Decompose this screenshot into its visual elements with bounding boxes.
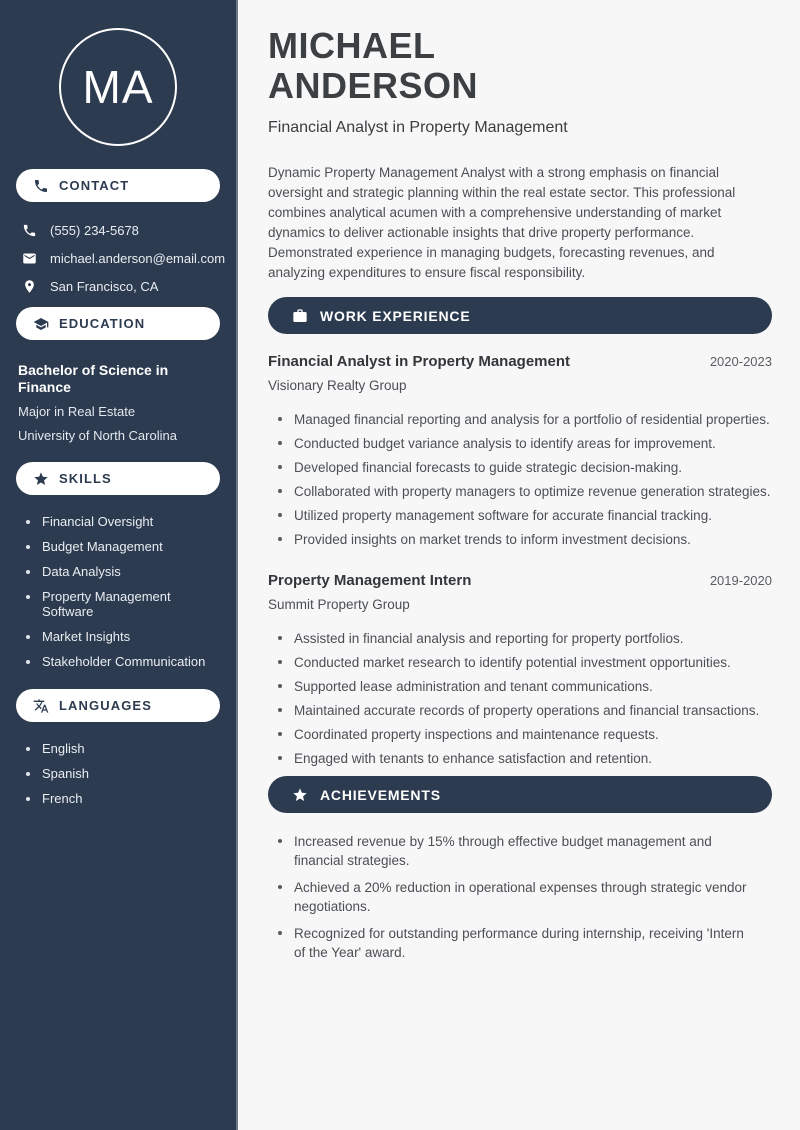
achievements-section-header (268, 776, 772, 813)
education-school: University of North Carolina (18, 428, 177, 443)
work-experience-section-header (268, 297, 772, 334)
job-bullet: Assisted in financial analysis and reporting for property portfolios. (278, 629, 772, 648)
job-title: Property Management Intern (268, 572, 472, 589)
education-header-label: EDUCATION (59, 316, 146, 331)
education-section-header (16, 307, 220, 340)
job-bullet: Engaged with tenants to enhance satisfaction and retention. (278, 749, 772, 768)
job-dates: 2020-2023 (709, 354, 772, 369)
languages-section (16, 689, 220, 806)
mail-icon (22, 251, 37, 266)
contact-email-value: michael.anderson@email.com (50, 251, 226, 266)
job-company: Summit Property Group (268, 597, 410, 612)
language-item: French (26, 791, 220, 806)
job-bullet: Coordinated property inspections and maintenance requests. (278, 725, 772, 744)
star-icon (33, 471, 49, 487)
skills-section (16, 462, 220, 669)
skill-item: Financial Oversight (26, 514, 220, 529)
briefcase-icon (292, 308, 308, 324)
first-name: MICHAEL (268, 25, 436, 66)
phone-icon (22, 223, 37, 238)
professional-title: Financial Analyst in Property Management (268, 119, 568, 136)
job-company: Visionary Realty Group (268, 378, 407, 393)
job-bullet: Provided insights on market trends to inform investment decisions. (278, 530, 772, 549)
contact-location-row (22, 279, 220, 294)
summary-paragraph: Dynamic Property Management Analyst with a strong emphasis on financial oversight and strategic planning within the real estate sector. This professional combines analytical acumen with a comprehensive understanding of market dynamics to deliver actionable insights that drive property performance. Demonstrated experience in managing budgets, forecasting revenues, and analyzing expenditures to ensure fiscal responsibility. (268, 165, 736, 280)
job-bullet-list (268, 410, 772, 549)
job-bullet-list (268, 629, 772, 768)
skill-item: Stakeholder Communication (26, 654, 220, 669)
achievement-item: Recognized for outstanding performance during internship, receiving 'Intern of the Year' award. (278, 924, 748, 962)
job-bullet: Managed financial reporting and analysis for a portfolio of residential properties. (278, 410, 772, 429)
skills-list (16, 514, 220, 669)
phone-icon (33, 178, 49, 194)
translate-icon (33, 698, 49, 714)
skill-item: Property Management Software (26, 589, 220, 619)
job-bullet: Maintained accurate records of property operations and financial transactions. (278, 701, 772, 720)
achievements-header-label: ACHIEVEMENTS (320, 786, 441, 803)
job-bullet: Developed financial forecasts to guide strategic decision-making. (278, 458, 772, 477)
contact-rows (16, 223, 226, 294)
job-bullet: Conducted budget variance analysis to identify areas for improvement. (278, 434, 772, 453)
education-degree: Bachelor of Science in Finance (18, 362, 169, 395)
sidebar (0, 0, 238, 1130)
job-entry (268, 353, 772, 549)
education-section (16, 307, 220, 444)
skill-item: Data Analysis (26, 564, 220, 579)
page-title (268, 26, 772, 106)
languages-header-label: LANGUAGES (59, 698, 152, 713)
job-header (268, 572, 772, 589)
job-bullet: Supported lease administration and tenant communications. (278, 677, 772, 696)
job-bullet: Collaborated with property managers to optimize revenue generation strategies. (278, 482, 772, 501)
achievement-item: Increased revenue by 15% through effective budget management and financial strategies. (278, 832, 748, 870)
graduation-cap-icon (33, 316, 49, 332)
contact-section-header (16, 169, 220, 202)
contact-section (16, 169, 226, 294)
contact-location-value: San Francisco, CA (50, 279, 159, 294)
language-item: English (26, 741, 220, 756)
star-icon (292, 787, 308, 803)
skills-header-label: SKILLS (59, 471, 112, 486)
skill-item: Market Insights (26, 629, 220, 644)
job-dates: 2019-2020 (709, 573, 772, 588)
job-bullet: Conducted market research to identify potential investment opportunities. (278, 653, 772, 672)
achievements-list (268, 832, 772, 962)
language-item: Spanish (26, 766, 220, 781)
job-header (268, 353, 772, 370)
avatar (59, 28, 177, 146)
work-experience-header-label: WORK EXPERIENCE (320, 307, 471, 324)
avatar-initials: MA (82, 61, 154, 113)
contact-header-label: CONTACT (59, 178, 130, 193)
education-major: Major in Real Estate (18, 404, 136, 419)
achievement-item: Achieved a 20% reduction in operational expenses through strategic vendor negotiations. (278, 878, 748, 916)
languages-list (16, 741, 220, 806)
job-entry (268, 572, 772, 768)
main-content (238, 0, 800, 1130)
location-pin-icon (22, 279, 37, 294)
job-bullet: Utilized property management software for accurate financial tracking. (278, 506, 772, 525)
skills-section-header (16, 462, 220, 495)
contact-email-row (22, 251, 226, 266)
job-title: Financial Analyst in Property Management (268, 353, 571, 370)
skill-item: Budget Management (26, 539, 220, 554)
languages-section-header (16, 689, 220, 722)
contact-phone-value: (555) 234-5678 (50, 223, 139, 238)
contact-phone-row (22, 223, 220, 238)
last-name: ANDERSON (268, 65, 479, 106)
